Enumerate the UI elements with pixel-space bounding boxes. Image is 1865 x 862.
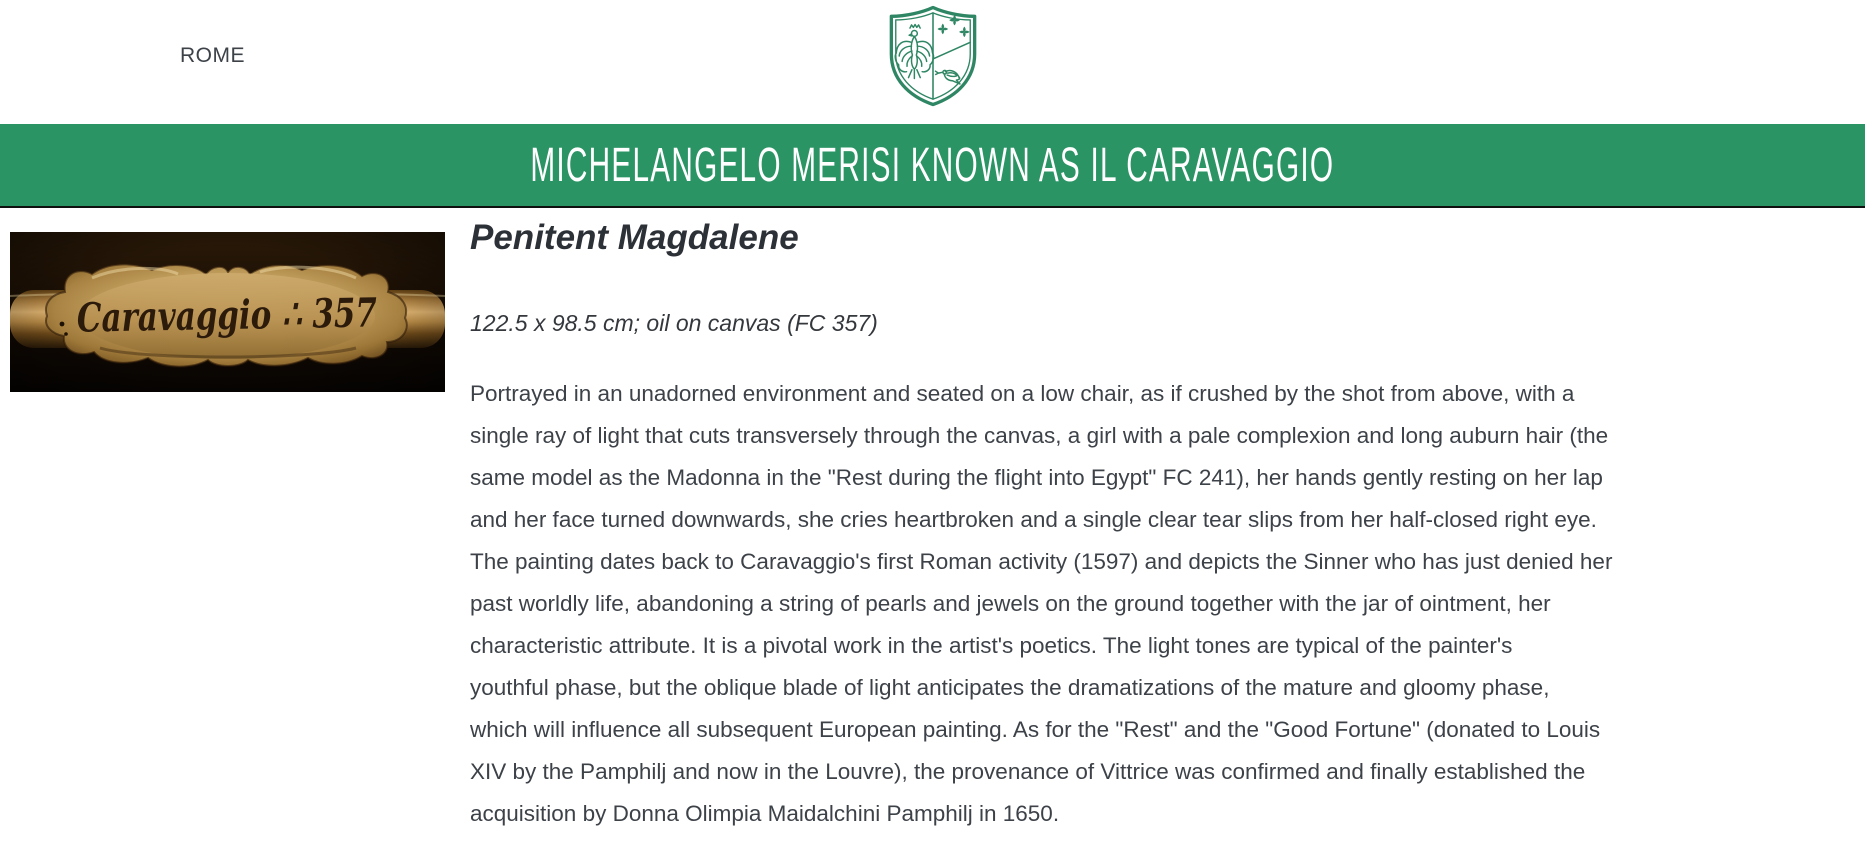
description-line: past worldly life, abandoning a string of pearls and jewels on the ground together with the jar of ointment, her xyxy=(470,591,1551,616)
artwork-description xyxy=(470,373,1612,835)
phoenix-eagle-icon xyxy=(895,25,933,79)
artwork-details: 122.5 x 98.5 cm; oil on canvas (FC 357) xyxy=(470,310,878,336)
artwork-title: Penitent Magdalene xyxy=(470,218,799,257)
description-line: same model as the Madonna in the "Rest during the flight into Egypt" FC 241), her hands gently resting on her lap xyxy=(470,465,1603,490)
artist-banner xyxy=(0,124,1865,208)
description-line: single ray of light that cuts transversely through the canvas, a girl with a pale complexion and long auburn hair (the xyxy=(470,423,1609,448)
description-line: Portrayed in an unadorned environment and seated on a low chair, as if crushed by the shot from above, with a xyxy=(470,381,1575,406)
nav-link-rome[interactable]: ROME xyxy=(180,44,245,67)
description-line: The painting dates back to Caravaggio's first Roman activity (1597) and depicts the Sinner who has just denied her xyxy=(470,549,1613,574)
description-line: youthful phase, but the oblique blade of light anticipates the dramatizations of the mature and gloomy phase, xyxy=(470,675,1550,700)
lily-icons xyxy=(937,15,969,37)
description-line: which will influence all subsequent European painting. As for the "Rest" and the "Good Fortune" (donated to Louis xyxy=(470,717,1601,742)
description-line: XIV by the Pamphilj and now in the Louvre), the provenance of Vittrice was confirmed and finally established the xyxy=(470,759,1586,784)
site-header xyxy=(0,0,1865,124)
plaque-vignette xyxy=(10,232,445,392)
description-line: and her face turned downwards, she cries heartbroken and a single clear tear slips from her half-closed right eye. xyxy=(470,507,1597,532)
description-line: acquisition by Donna Olimpia Maidalchini Pamphilj in 1650. xyxy=(470,801,1060,826)
dove-icon xyxy=(935,70,960,84)
shield-divider-diagonal xyxy=(933,42,970,59)
description-line: characteristic attribute. It is a pivotal work in the artist's poetics. The light tones are typical of the painter's xyxy=(470,633,1513,658)
artist-banner-title: MICHELANGELO MERISI KNOWN AS IL CARAVAGGIO xyxy=(530,138,1335,192)
crest-logo-icon[interactable] xyxy=(884,5,982,107)
frame-plaque-image xyxy=(10,232,445,392)
